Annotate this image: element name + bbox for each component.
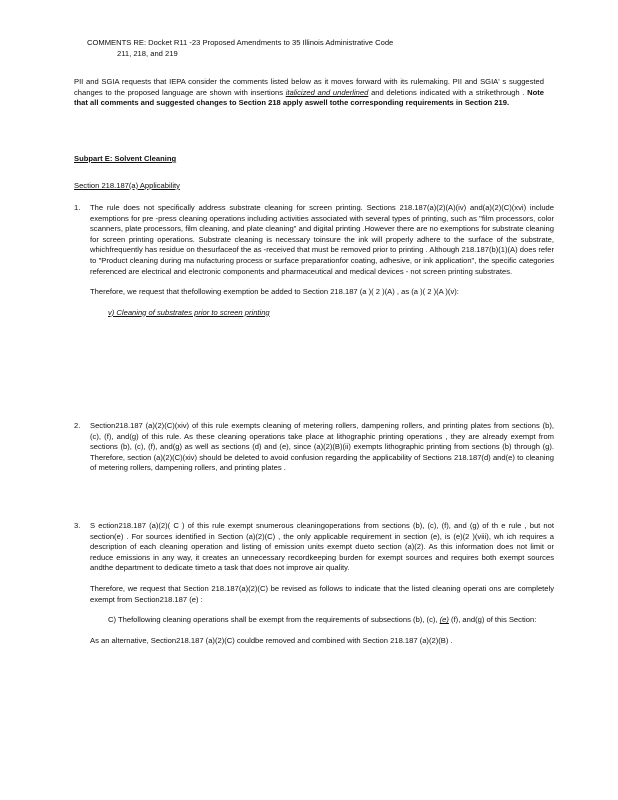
- revision-text-2: (f), and(g) of this Section:: [451, 615, 537, 625]
- item-paragraph: The rule does not specifically address substrate cleaning for screen printing. Sections 218.187(a)(2)(A)(iv) and(a)(2)(C)(xvi) include exemptions for pre -press cleaning operations including activities associated with several types of printing, such as "film processors, color scanners, plate processors, film cleaning, and plate cleaning" and digital printing .However there are no exemptions for substrate cleaning for screen printing operations. Substrate cleaning is necessary toinsure the ink will properly adhere to the surface of the substrate, whichfrequently has residue on thesurfaceof the as -received that must be removed prior to printing . Although 218.187(b)(1)(A) does refer to "Product cleaning during ma nufacturing process or surface preparationfor coating, adhesive, or ink application", the specific categories referenced are electrical and electronic components and pharmaceutical and medical devices - not screen printing substrates.: [90, 203, 554, 276]
- header-line-1: COMMENTS RE: Docket R11 -23 Proposed Amendments to 35 Illinois Administrative Code: [87, 38, 394, 47]
- proposed-revision: [108, 615, 554, 626]
- intro-paragraph: [74, 77, 544, 109]
- item-paragraph: S ection218.187 (a)(2)( C ) of this rule exempt snumerous cleaningoperations from sections (b), (c), (f), and (g) of th e rule , but not section(e) . For sources identified in Section (a)(2)(C) , the only applicable requirement in section (e), is (e)(2 )(viii), wh ich requires a description of each cleaning operation and listing of emission units exempt dueto section (a)(2). As this information does not limit or reduce emissions in any way, it creates an unnecessary recordkeeping burden for exempt sources and requires both exempt sources andthe department to dedicate timeto a task that does not improve air quality.: [90, 521, 554, 573]
- section-heading: Section 218.187(a) Applicability: [74, 181, 180, 190]
- comment-item-3: [74, 521, 554, 646]
- revision-insertion: (e): [439, 615, 449, 625]
- intro-text-1: PII and SGIA requests that IEPA consider the comments listed below as it moves forward with its rulemaking. PII and SGIA' s suggested changes to the proposed language are shown with insertions: [74, 77, 544, 97]
- comment-item-2: [74, 421, 554, 474]
- intro-note: Note that all comments and suggested changes to Section 218 apply aswell tothe corresponding requirements in Section 219.: [74, 87, 544, 108]
- item-number: 2.: [74, 421, 81, 430]
- item-number: 3.: [74, 521, 81, 530]
- intro-text-2: and deletions indicated with a strikethrough .: [371, 87, 525, 97]
- item-number: 1.: [74, 203, 81, 212]
- header-line-2: 211, 218, and 219: [117, 48, 178, 58]
- item-request: Therefore, we request that thefollowing exemption be added to Section 218.187 (a )( 2 )(A) , as (a )( 2 )(A )(v):: [90, 287, 459, 297]
- proposed-exemption: v) Cleaning of substrates prior to screen printing: [108, 307, 270, 317]
- revision-text-1: C) Thefollowing cleaning operations shall be exempt from the requirements of subsections (b), (c),: [108, 615, 438, 625]
- document-header: [87, 38, 537, 59]
- comment-item-1: [74, 203, 554, 318]
- item-paragraph: Section218.187 (a)(2)(C)(xiv) of this rule exempts cleaning of metering rollers, dampening rollers, and printing plates from sections (b), (c), (f), and(g) of this rule. As these cleaning operations take place at lithographic printing operations , they are already exempt from sections (b), (c), (f), and(g) as well as sections (d) and (e), since (a)(2)(B)(ii) exempts lithographic printing from sections (b) through (g). Therefore, section (a)(2)(C)(xiv) should be deleted to avoid confusion regarding the applicability of Sections 218.187(d) and(e) to cleaning of metering rollers, dampening rollers, and printing plates .: [90, 421, 554, 473]
- insertion-example: italicized and underlined: [285, 87, 369, 97]
- subpart-heading: Subpart E: Solvent Cleaning: [74, 154, 177, 163]
- item-request: Therefore, we request that Section 218.187(a)(2)(C) be revised as follows to indicate that the listed cleaning operati ons are completely exempt from Section218.187 (e) :: [90, 583, 554, 604]
- alternative-paragraph: As an alternative, Section218.187 (a)(2)(C) couldbe removed and combined with Section 218.187 (a)(2)(B) .: [90, 635, 453, 645]
